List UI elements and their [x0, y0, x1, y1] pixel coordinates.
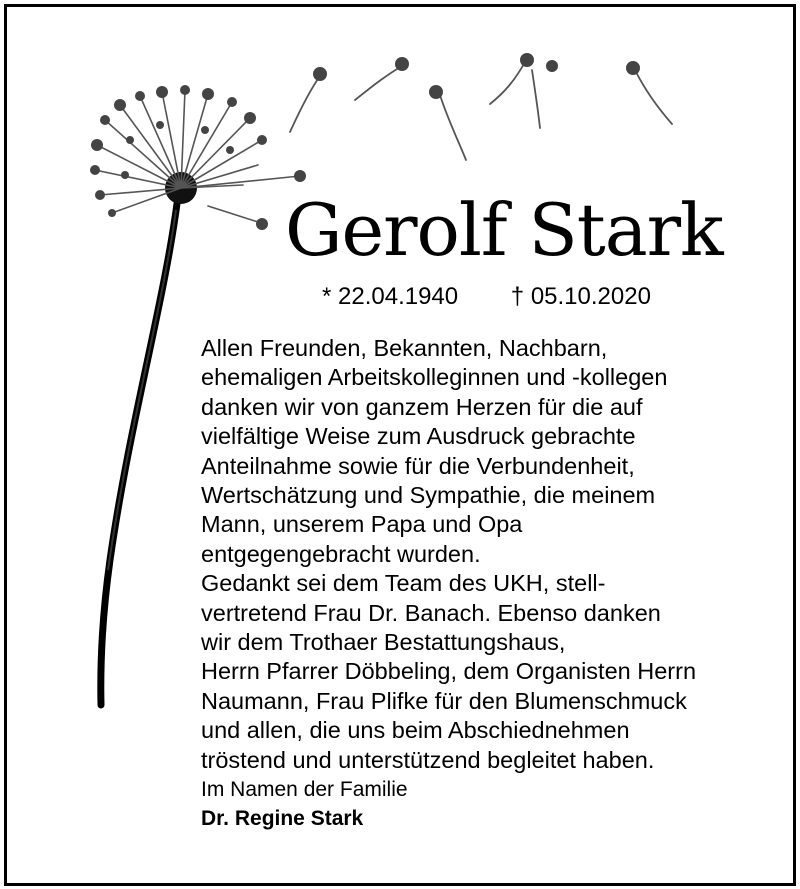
text-line: ehemaligen Arbeitskolleginnen und -kollegen: [201, 364, 668, 391]
text-line: Naumann, Frau Plifke für den Blumenschmuck: [201, 687, 687, 714]
birth-date: * 22.04.1940: [322, 283, 459, 310]
signature-intro: Im Namen der Familie: [201, 778, 408, 801]
text-line: Allen Freunden, Bekannten, Nachbarn,: [201, 335, 608, 361]
deceased-name: Gerolf Stark: [285, 188, 723, 272]
text-line: Mann, unserem Papa und Opa: [201, 511, 523, 538]
thanks-text: [201, 334, 791, 775]
signature: [201, 775, 408, 833]
text-line: und allen, die uns beim Abschiednehmen: [201, 717, 630, 744]
text-line: wir dem Trothaer Bestattungshaus,: [201, 629, 566, 656]
text-line: Wertschätzung und Sympathie, die meinem: [201, 482, 656, 509]
text-line: Anteilnahme sowie für die Verbundenheit,: [201, 452, 635, 479]
signature-name: Dr. Regine Stark: [201, 807, 364, 830]
text-line: tröstend und unterstützend begleitet haben.: [201, 746, 655, 773]
text-line: Herrn Pfarrer Döbbeling, dem Organisten Herrn: [201, 658, 697, 685]
text-line: Gedankt sei dem Team des UKH, stell-: [201, 570, 606, 597]
life-dates: [322, 282, 651, 312]
text-line: danken wir von ganzem Herzen für die auf: [201, 393, 643, 420]
text-line: entgegengebracht wurden.: [201, 540, 481, 567]
death-date: † 05.10.2020: [510, 283, 651, 310]
text-line: vielfältige Weise zum Ausdruck gebrachte: [201, 423, 636, 450]
text-line: vertretend Frau Dr. Banach. Ebenso danken: [201, 599, 661, 626]
